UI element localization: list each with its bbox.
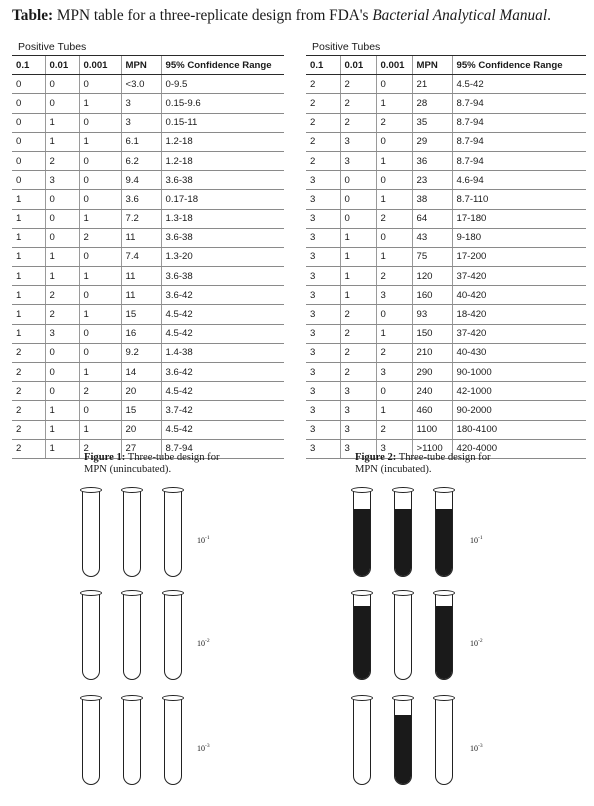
table-cell: 8.7-94 xyxy=(452,132,586,151)
table-cell: 2 xyxy=(45,305,79,324)
table-row xyxy=(306,228,586,247)
table-cell: 1 xyxy=(340,228,376,247)
table-cell: 8.7-110 xyxy=(452,190,586,209)
table-row xyxy=(306,286,586,305)
test-tube xyxy=(164,590,182,680)
table-cell: 3.6-42 xyxy=(161,286,284,305)
table-row xyxy=(12,324,284,343)
table-row xyxy=(12,151,284,170)
table-cell: 37-420 xyxy=(452,267,586,286)
table-cell: 64 xyxy=(412,209,452,228)
col-header: 0.01 xyxy=(340,56,376,75)
table-cell: 3.6-38 xyxy=(161,171,284,190)
table-cell: 0 xyxy=(79,343,121,362)
test-tube xyxy=(353,695,371,785)
table-cell: 8.7-94 xyxy=(452,94,586,113)
col-header: MPN xyxy=(121,56,161,75)
table-cell: 6.1 xyxy=(121,132,161,151)
table-cell: 3 xyxy=(340,420,376,439)
table-cell: 11 xyxy=(121,286,161,305)
test-tube xyxy=(394,487,412,577)
table-cell: 3 xyxy=(306,401,340,420)
table-cell: <3.0 xyxy=(121,75,161,94)
table-row xyxy=(306,363,586,382)
table-row xyxy=(12,382,284,401)
table-cell: 2 xyxy=(340,305,376,324)
dilution-label: $10^{-3}$ xyxy=(470,743,483,753)
table-cell: 2 xyxy=(306,113,340,132)
table-cell: 3 xyxy=(340,132,376,151)
table-cell: 0 xyxy=(79,286,121,305)
table-cell: 0 xyxy=(12,171,45,190)
table-cell: 2 xyxy=(340,94,376,113)
table-cell: 28 xyxy=(412,94,452,113)
table-cell: 0 xyxy=(79,171,121,190)
table-cell: 4.5-42 xyxy=(161,420,284,439)
table-cell: 3 xyxy=(306,363,340,382)
table-cell: 8.7-94 xyxy=(161,439,284,458)
table-cell: 2 xyxy=(340,363,376,382)
table-cell: 17-180 xyxy=(452,209,586,228)
table-cell: 1 xyxy=(45,247,79,266)
page-title xyxy=(12,7,587,25)
table-cell: 3 xyxy=(376,363,412,382)
table-cell: 0.15-9.6 xyxy=(161,94,284,113)
table-cell: 3 xyxy=(306,247,340,266)
table-cell: 1 xyxy=(12,190,45,209)
table-row xyxy=(12,305,284,324)
table-cell: 2 xyxy=(79,382,121,401)
table-cell: 0 xyxy=(45,209,79,228)
table-cell: 0 xyxy=(12,94,45,113)
table-cell: 2 xyxy=(45,151,79,170)
table-cell: 7.2 xyxy=(121,209,161,228)
table-cell: 3 xyxy=(340,151,376,170)
table-cell: 40-420 xyxy=(452,286,586,305)
table-cell: 3 xyxy=(306,305,340,324)
table-cell: 3 xyxy=(340,439,376,458)
table-row xyxy=(12,209,284,228)
table-cell: 17-200 xyxy=(452,247,586,266)
table-cell: 0 xyxy=(376,75,412,94)
table-row xyxy=(306,171,586,190)
figure-2-label: Figure 2: xyxy=(355,452,397,463)
table-cell: 0 xyxy=(79,113,121,132)
title-prefix: Table: xyxy=(12,7,54,24)
test-tube xyxy=(394,590,412,680)
table-cell: 20 xyxy=(121,382,161,401)
table-cell: 1 xyxy=(12,247,45,266)
table-cell: 0 xyxy=(45,228,79,247)
table-row xyxy=(306,401,586,420)
test-tube xyxy=(164,487,182,577)
tube-fill xyxy=(395,715,411,784)
table-cell: 14 xyxy=(121,363,161,382)
table-cell: 1 xyxy=(376,94,412,113)
col-header: 95% Confidence Range xyxy=(452,56,586,75)
table-cell: 11 xyxy=(121,267,161,286)
title-book: Bacterial Analytical Manual xyxy=(372,7,548,24)
tube-fill xyxy=(354,606,370,679)
table-cell: 2 xyxy=(306,94,340,113)
table-cell: 0 xyxy=(340,190,376,209)
table-cell: 150 xyxy=(412,324,452,343)
table-cell: 3 xyxy=(306,286,340,305)
table-cell: 1 xyxy=(79,209,121,228)
test-tube xyxy=(353,590,371,680)
table-cell: 1 xyxy=(45,267,79,286)
table-cell: 2 xyxy=(376,343,412,362)
table-cell: 93 xyxy=(412,305,452,324)
table-cell: 3 xyxy=(376,286,412,305)
table-cell: 2 xyxy=(376,267,412,286)
test-tube xyxy=(82,695,100,785)
table-cell: 2 xyxy=(306,151,340,170)
table-cell: 4.5-42 xyxy=(161,324,284,343)
table-cell: 20 xyxy=(121,420,161,439)
table-cell: 2 xyxy=(12,363,45,382)
table-cell: 3 xyxy=(306,343,340,362)
table-cell: 0.17-18 xyxy=(161,190,284,209)
table-cell: 0 xyxy=(79,151,121,170)
table-cell: 2 xyxy=(306,75,340,94)
test-tube xyxy=(435,590,453,680)
tube-fill xyxy=(436,509,452,576)
test-tube xyxy=(435,487,453,577)
positive-tubes-label: Positive Tubes xyxy=(18,41,87,53)
table-cell: 180-4100 xyxy=(452,420,586,439)
tube-fill xyxy=(354,509,370,576)
table-cell: 0 xyxy=(79,190,121,209)
table-cell: 2 xyxy=(79,228,121,247)
tube-fill xyxy=(395,509,411,576)
table-cell: 1 xyxy=(12,209,45,228)
table-row xyxy=(12,132,284,151)
test-tube xyxy=(394,695,412,785)
table-cell: 4.6-94 xyxy=(452,171,586,190)
title-suffix: . xyxy=(547,7,551,24)
col-header: 0.1 xyxy=(306,56,340,75)
table-row xyxy=(12,247,284,266)
table-row xyxy=(306,151,586,170)
table-cell: 1 xyxy=(79,420,121,439)
table-cell: 0 xyxy=(79,75,121,94)
col-header: 0.001 xyxy=(79,56,121,75)
table-cell: 1.3-20 xyxy=(161,247,284,266)
table-cell: 2 xyxy=(79,439,121,458)
table-cell: 7.4 xyxy=(121,247,161,266)
table-cell: 2 xyxy=(12,420,45,439)
table-cell: 3 xyxy=(306,267,340,286)
table-cell: 3 xyxy=(45,171,79,190)
table-row xyxy=(12,228,284,247)
table-cell: 0 xyxy=(376,228,412,247)
table-cell: 0 xyxy=(12,113,45,132)
table-cell: 1.4-38 xyxy=(161,343,284,362)
table-cell: 3 xyxy=(306,324,340,343)
table-cell: 1 xyxy=(12,286,45,305)
table-cell: 8.7-94 xyxy=(452,113,586,132)
table-cell: 1 xyxy=(376,401,412,420)
table-cell: 1.3-18 xyxy=(161,209,284,228)
table-cell: 11 xyxy=(121,228,161,247)
table-cell: 43 xyxy=(412,228,452,247)
table-cell: 1 xyxy=(340,247,376,266)
positive-tubes-label: Positive Tubes xyxy=(312,41,381,53)
table-cell: 460 xyxy=(412,401,452,420)
figure-2-caption-line2: MPN (incubated). xyxy=(355,464,432,475)
table-cell: 9-180 xyxy=(452,228,586,247)
table-cell: 420-4000 xyxy=(452,439,586,458)
table-cell: 2 xyxy=(12,401,45,420)
table-cell: 0 xyxy=(79,401,121,420)
table-cell: 290 xyxy=(412,363,452,382)
test-tube xyxy=(435,695,453,785)
table-cell: 0 xyxy=(45,75,79,94)
table-cell: 0 xyxy=(376,382,412,401)
table-cell: 0 xyxy=(376,305,412,324)
test-tube xyxy=(82,487,100,577)
table-row xyxy=(12,113,284,132)
table-cell: 0 xyxy=(45,94,79,113)
figure-1-label: Figure 1: xyxy=(84,452,126,463)
table-cell: 1 xyxy=(340,286,376,305)
col-header: 0.001 xyxy=(376,56,412,75)
table-cell: 1 xyxy=(12,324,45,343)
table-cell: 27 xyxy=(121,439,161,458)
table-cell: 3 xyxy=(306,171,340,190)
table-cell: 2 xyxy=(340,113,376,132)
table-cell: 2 xyxy=(12,439,45,458)
table-cell: 1 xyxy=(79,132,121,151)
table-cell: 0 xyxy=(12,75,45,94)
table-row xyxy=(306,343,586,362)
figure-1-caption-line2: MPN (unincubated). xyxy=(84,464,172,475)
table-header-row xyxy=(12,56,284,75)
table-row xyxy=(12,286,284,305)
table-cell: 1 xyxy=(45,132,79,151)
figure-1-caption xyxy=(84,452,220,476)
table-cell: 210 xyxy=(412,343,452,362)
table-cell: 0 xyxy=(12,132,45,151)
table-cell: 2 xyxy=(45,286,79,305)
table-cell: 36 xyxy=(412,151,452,170)
table-cell: 160 xyxy=(412,286,452,305)
table-cell: 2 xyxy=(340,75,376,94)
table-cell: 0 xyxy=(45,363,79,382)
table-cell: 1 xyxy=(45,439,79,458)
table-cell: 9.2 xyxy=(121,343,161,362)
test-tube xyxy=(164,695,182,785)
table-cell: 6.2 xyxy=(121,151,161,170)
table-row xyxy=(12,401,284,420)
table-row xyxy=(12,190,284,209)
table-cell: 1 xyxy=(376,324,412,343)
dilution-label: $10^{-3}$ xyxy=(197,743,210,753)
table-cell: 1 xyxy=(12,267,45,286)
test-tube xyxy=(123,590,141,680)
table-cell: 3 xyxy=(306,190,340,209)
title-text: MPN table for a three-replicate design from FDA's xyxy=(53,7,373,24)
table-cell: 0 xyxy=(45,343,79,362)
table-header-row xyxy=(306,56,586,75)
table-cell: 16 xyxy=(121,324,161,343)
table-cell: 3 xyxy=(340,382,376,401)
table-row xyxy=(12,94,284,113)
table-cell: 0-9.5 xyxy=(161,75,284,94)
table-cell: 3 xyxy=(306,209,340,228)
table-cell: 0 xyxy=(79,247,121,266)
table-cell: 240 xyxy=(412,382,452,401)
test-tube xyxy=(123,487,141,577)
dilution-label: $10^{-2}$ xyxy=(197,638,210,648)
table-cell: 1 xyxy=(376,247,412,266)
table-cell: 0 xyxy=(340,209,376,228)
table-cell: 1 xyxy=(45,401,79,420)
table-row xyxy=(306,247,586,266)
table-cell: 1 xyxy=(45,113,79,132)
table-cell: 2 xyxy=(340,343,376,362)
mpn-table-right xyxy=(306,40,586,459)
table-cell: 4.5-42 xyxy=(161,305,284,324)
table-cell: 1 xyxy=(12,228,45,247)
table-cell: 3.6 xyxy=(121,190,161,209)
table-cell: 3.6-38 xyxy=(161,267,284,286)
table-cell: 0 xyxy=(45,382,79,401)
table-cell: 1 xyxy=(79,94,121,113)
tube-fill xyxy=(436,606,452,679)
table-cell: 29 xyxy=(412,132,452,151)
table-row xyxy=(306,420,586,439)
table-cell: 3 xyxy=(121,113,161,132)
table-cell: 23 xyxy=(412,171,452,190)
table-row xyxy=(306,190,586,209)
table-row xyxy=(306,209,586,228)
table-row xyxy=(12,171,284,190)
figure-2-caption-line1: Three-tube design for xyxy=(396,452,491,463)
table-cell: 0.15-11 xyxy=(161,113,284,132)
table-cell: 1 xyxy=(12,305,45,324)
col-header: 95% Confidence Range xyxy=(161,56,284,75)
table-row xyxy=(306,382,586,401)
table-row xyxy=(306,75,586,94)
table-row xyxy=(12,267,284,286)
table-cell: 8.7-94 xyxy=(452,151,586,170)
table-cell: 40-430 xyxy=(452,343,586,362)
table-cell: 3 xyxy=(376,439,412,458)
table-cell: 2 xyxy=(306,132,340,151)
table-cell: 3 xyxy=(121,94,161,113)
table-cell: 1 xyxy=(79,363,121,382)
test-tube xyxy=(123,695,141,785)
table-cell: 120 xyxy=(412,267,452,286)
table-cell: 18-420 xyxy=(452,305,586,324)
table-cell: 42-1000 xyxy=(452,382,586,401)
table-cell: 0 xyxy=(12,151,45,170)
table-cell: 4.5-42 xyxy=(452,75,586,94)
table-cell: 4.5-42 xyxy=(161,382,284,401)
table-cell: 75 xyxy=(412,247,452,266)
figure-2-caption xyxy=(355,452,491,476)
table-cell: 2 xyxy=(12,343,45,362)
table-cell: 1 xyxy=(45,420,79,439)
table-cell: 0 xyxy=(79,324,121,343)
mpn-table-left xyxy=(12,40,284,459)
table-cell: 3.6-38 xyxy=(161,228,284,247)
test-tube xyxy=(353,487,371,577)
table-cell: 1.2-18 xyxy=(161,132,284,151)
table-cell: 2 xyxy=(376,420,412,439)
table-cell: 3 xyxy=(306,420,340,439)
table-cell: 2 xyxy=(340,324,376,343)
table-row xyxy=(306,305,586,324)
table-cell: 1.2-18 xyxy=(161,151,284,170)
table-cell: 3.6-42 xyxy=(161,363,284,382)
table-cell: 1 xyxy=(340,267,376,286)
col-header: 0.1 xyxy=(12,56,45,75)
table-cell: 1 xyxy=(376,151,412,170)
table-row xyxy=(306,324,586,343)
table-cell: 2 xyxy=(376,209,412,228)
table-cell: 35 xyxy=(412,113,452,132)
table-row xyxy=(12,420,284,439)
table-cell: 3 xyxy=(340,401,376,420)
table-cell: 3 xyxy=(306,228,340,247)
dilution-label: $10^{-1}$ xyxy=(470,535,483,545)
table-cell: 0 xyxy=(376,132,412,151)
figure-1-caption-line1: Three-tube design for xyxy=(125,452,220,463)
table-cell: 9.4 xyxy=(121,171,161,190)
table-cell: 0 xyxy=(376,171,412,190)
table-cell: 21 xyxy=(412,75,452,94)
table-cell: 15 xyxy=(121,305,161,324)
dilution-label: $10^{-1}$ xyxy=(197,535,210,545)
table-cell: 1100 xyxy=(412,420,452,439)
table-row xyxy=(306,113,586,132)
table-cell: 3 xyxy=(45,324,79,343)
test-tube xyxy=(82,590,100,680)
table-cell: 1 xyxy=(79,267,121,286)
table-row xyxy=(12,343,284,362)
table-cell: 2 xyxy=(12,382,45,401)
table-cell: >1100 xyxy=(412,439,452,458)
table-cell: 38 xyxy=(412,190,452,209)
col-header: MPN xyxy=(412,56,452,75)
table-cell: 1 xyxy=(376,190,412,209)
table-cell: 0 xyxy=(45,190,79,209)
dilution-label: $10^{-2}$ xyxy=(470,638,483,648)
table-cell: 3.7-42 xyxy=(161,401,284,420)
table-row xyxy=(306,94,586,113)
table-row xyxy=(306,267,586,286)
table-cell: 90-1000 xyxy=(452,363,586,382)
table-cell: 3 xyxy=(306,439,340,458)
col-header: 0.01 xyxy=(45,56,79,75)
table-row xyxy=(12,363,284,382)
table-cell: 1 xyxy=(79,305,121,324)
table-row xyxy=(12,75,284,94)
table-cell: 2 xyxy=(376,113,412,132)
table-cell: 90-2000 xyxy=(452,401,586,420)
table-row xyxy=(306,132,586,151)
table-cell: 0 xyxy=(340,171,376,190)
table-cell: 37-420 xyxy=(452,324,586,343)
table-cell: 15 xyxy=(121,401,161,420)
table-cell: 3 xyxy=(306,382,340,401)
